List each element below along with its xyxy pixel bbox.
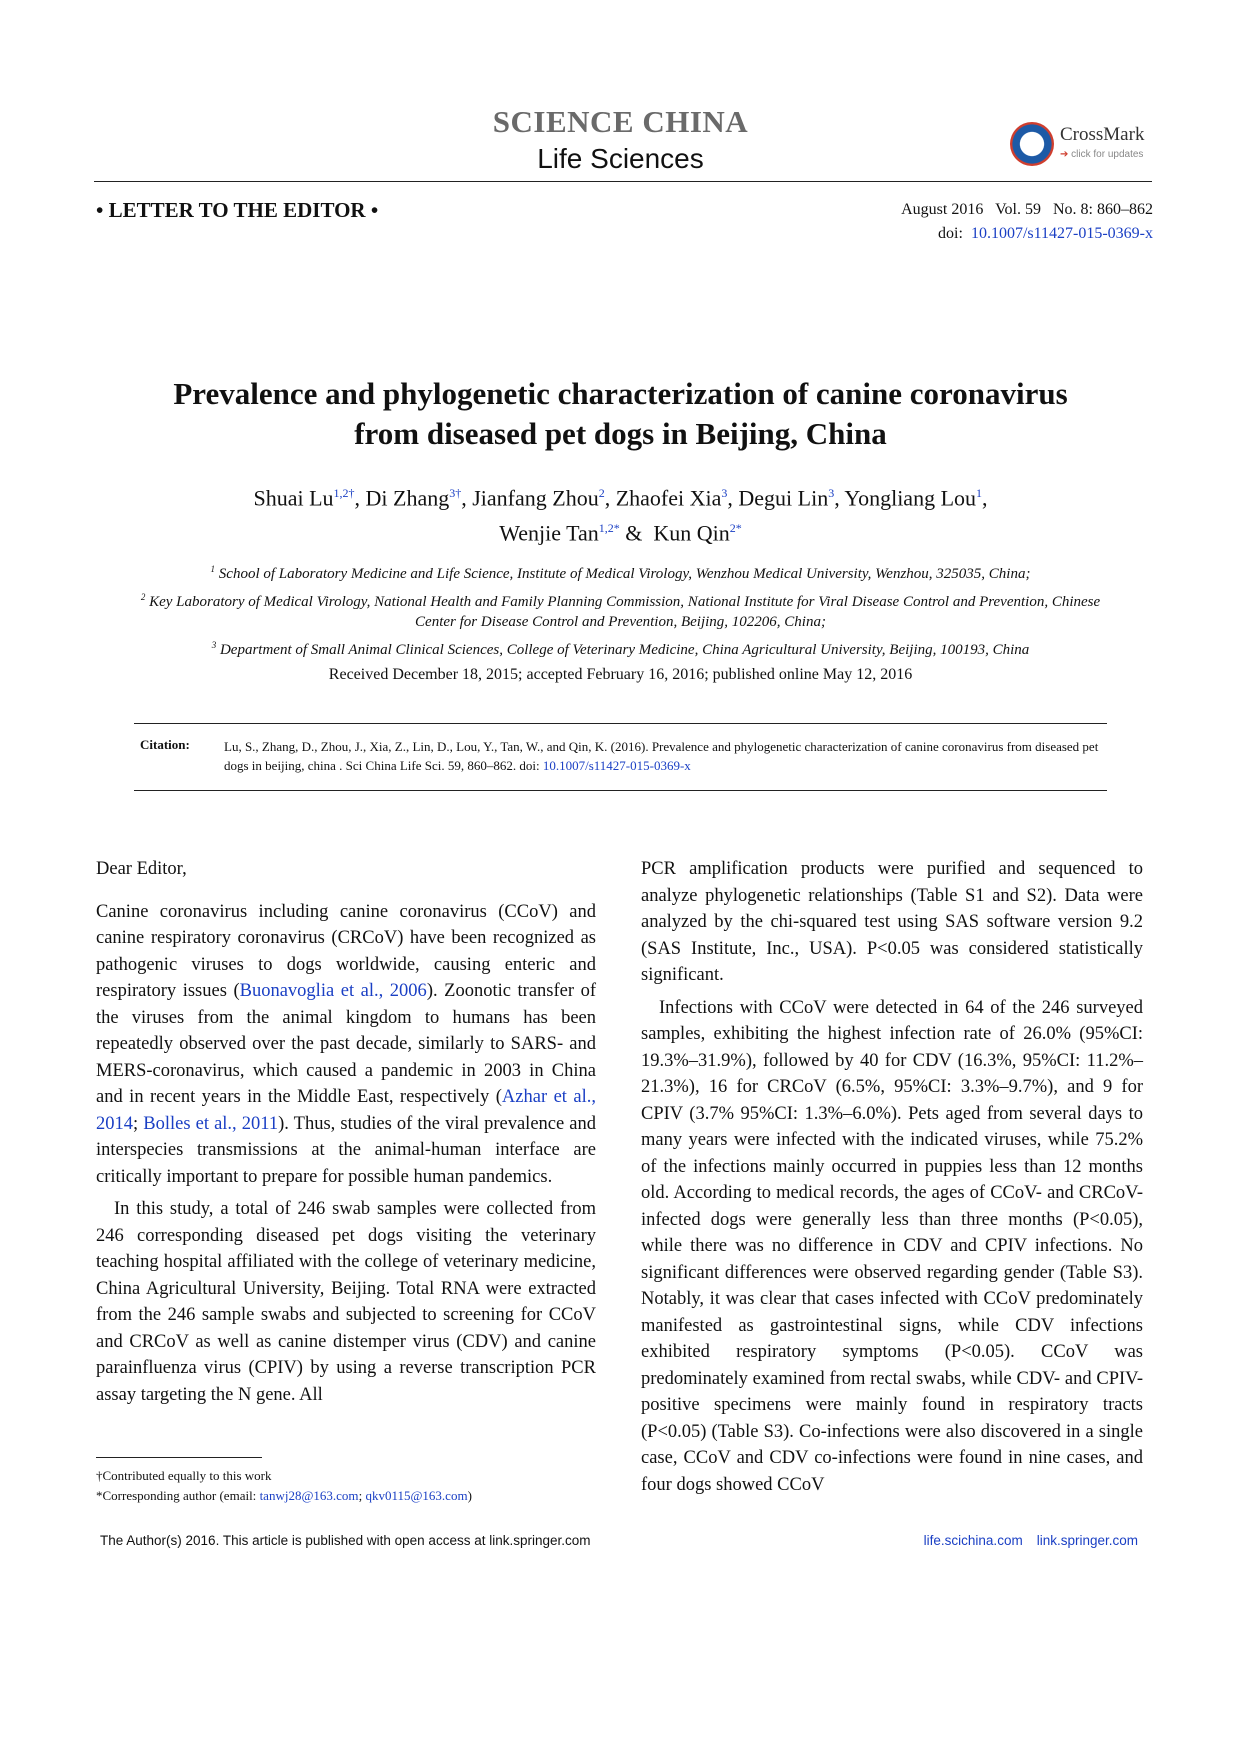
email-link[interactable]: tanwj28@163.com [259, 1488, 359, 1503]
author-separator: , [834, 485, 845, 511]
paragraph-text: Canine coronavirus including canine coronavirus (CCoV) and canine respiratory coronavirus (CRCoV) have been recognized as pathogenic viruses to dogs worldwide, causing enteric and respiratory issues ( [96, 901, 596, 1001]
author-affiliation-mark[interactable]: 2* [729, 521, 742, 536]
author-separator: , [982, 485, 988, 511]
paragraph-text: ). Thus, studies of the viral prevalence and interspecies transmissions at the animal-human interface are critically important to prepare for possible human pandemics. [96, 1113, 597, 1187]
body-paragraph: In this study, a total of 246 swab samples were collected from 246 corresponding diseased pet dogs visiting the veterinary teaching hospital affiliated with the college of veterinary medicine, China Agricultural University, Beijing. Total RNA were extracted from the 246 sample swabs and subjected to screening for CCoV and CRCoV as well as canine distemper virus (CDV) and canine parainfluenza virus (CPIV) by using a reverse transcription PCR assay targeting the N gene. All [96, 1199, 596, 1405]
footnote-text: *Corresponding author (email: [96, 1488, 260, 1503]
email-link[interactable]: qkv0115@163.com [365, 1488, 468, 1503]
footnote-divider [96, 1457, 262, 1458]
crossmark-subtitle-text: click for updates [1071, 149, 1144, 160]
citation-top-rule [134, 723, 1107, 724]
author-name: Zhaofei Xia [615, 485, 722, 511]
reference-link[interactable]: Buonavoglia et al., 2006 [239, 981, 427, 1001]
article-type: • LETTER TO THE EDITOR • [96, 198, 379, 222]
author-name: Yongliang Lou [844, 485, 977, 511]
affiliation-text: Department of Small Animal Clinical Sciences, College of Veterinary Medicine, China Agricultural University, Beijing, 100193, China [219, 642, 1030, 658]
footnote-corresponding-author [96, 1486, 596, 1506]
author-separator: & [619, 520, 648, 546]
doi-link[interactable]: 10.1007/s11427-015-0369-x [970, 225, 1153, 242]
author-name: Wenjie Tan [499, 520, 599, 546]
footnote-equal-contribution: †Contributed equally to this work [96, 1468, 272, 1483]
crossmark-subtitle [1060, 149, 1143, 160]
affiliation-item [130, 635, 1111, 660]
publication-dates: Received December 18, 2015; accepted February 16, 2016; published online May 12, 2016 [328, 666, 913, 683]
reference-separator: ; [133, 1113, 144, 1134]
footer-links [924, 1533, 1138, 1548]
footer-link-scichina[interactable]: life.scichina.com [923, 1533, 1023, 1548]
citation-body: Lu, S., Zhang, D., Zhou, J., Xia, Z., Lin, D., Lou, Y., Tan, W., and Qin, K. (2016). Prevalence and phylogenetic characterization of canine coronavirus from diseased pet dogs in beijing, china . Sci China Life Sci. 59, 860–862. doi: [224, 739, 1099, 773]
citation-text [224, 737, 1104, 775]
author-affiliation-mark[interactable]: 3† [449, 486, 462, 500]
author-name: Kun Qin [653, 520, 730, 546]
author-affiliation-mark[interactable]: 1,2† [333, 486, 355, 500]
author-affiliation-mark[interactable]: 1,2* [598, 521, 620, 536]
article-title [100, 374, 1141, 454]
footnotes [96, 1466, 596, 1506]
issue-line: August 2016 Vol. 59 No. 8: 860–862 [901, 201, 1153, 218]
doi-label: doi: [938, 225, 963, 242]
author-separator: , [727, 485, 739, 511]
author-affiliation-mark[interactable]: 3 [721, 486, 728, 500]
author-separator: , [461, 485, 473, 511]
affiliation-text: School of Laboratory Medicine and Life Science, Institute of Medical Virology, Wenzhou Medical University, Wenzhou, 325035, China; [218, 566, 1031, 582]
footer-link-springer[interactable]: link.springer.com [1036, 1533, 1138, 1548]
footnote-text: ) [467, 1488, 472, 1503]
issue-info [901, 198, 1153, 246]
body-column-left [96, 856, 596, 1414]
citation-doi-link[interactable]: 10.1007/s11427-015-0369-x [542, 758, 691, 773]
author-separator: , [354, 485, 366, 511]
arrow-left-icon: ➔ [1060, 149, 1069, 160]
affiliation-item [130, 559, 1111, 584]
author-affiliation-mark[interactable]: 3 [828, 486, 835, 500]
journal-subtitle: Life Sciences [537, 143, 704, 174]
body-paragraph: Infections with CCoV were detected in 64 of the 246 surveyed samples, exhibiting the highest infection rate of 26.0% (95%CI: 19.3%–31.9%), followed by 40 for CDV (16.3%, 95%CI: 11.2%–21.3%), 16 for CRCoV (6.5%, 95%CI: 3.3%–9.7%), and 9 for CPIV (3.7% 95%CI: 1.3%–6.0%). Pets aged from several days to many years were infected with the indicated viruses, while 75.2% of the infections mainly occurred in puppies less than 12 months old. According to medical records, the ages of CCoV- and CRCoV-infected dogs were generally less than three months (P<0.05), while there was no difference in CDV and CPIV infections. No significant differences were observed regarding gender (Table S3). Notably, it was clear that cases infected with CCoV predominately manifested as gastrointestinal signs, while CDV infections exhibited respiratory symptoms (P<0.05). CCoV was predominately examined from rectal swabs, while CDV- and CPIV-positive specimens were mainly found in respiratory tracts (P<0.05) (Table S3). Co-infections were also discovered in a single case, CCoV and CDV co-infections were found in nine cases, and four dogs showed CCoV [641, 997, 1143, 1495]
author-name: Di Zhang [365, 485, 450, 511]
journal-name: SCIENCE CHINA [492, 104, 749, 139]
author-name: Degui Lin [738, 485, 829, 511]
author-name: Shuai Lu [253, 485, 334, 511]
affiliation-text: Key Laboratory of Medical Virology, National Health and Family Planning Commission, National Institute for Viral Disease Control and Prevention, Chinese Center for Disease Control and Prevention, Beijing, 102206, China; [149, 594, 1101, 630]
affiliation-item [130, 587, 1111, 632]
affiliation-number: 1 [210, 564, 216, 574]
salutation: Dear Editor, [96, 859, 187, 879]
author-affiliation-mark[interactable]: 1 [976, 486, 983, 500]
citation-bottom-rule [134, 790, 1107, 791]
affiliation-number: 2 [140, 592, 146, 602]
reference-link[interactable]: Azhar et al., 2014 [96, 1087, 596, 1134]
doi-line [901, 222, 1153, 246]
author-list [100, 478, 1141, 549]
crossmark-badge[interactable] [1010, 122, 1155, 170]
author-affiliation-mark[interactable]: 2 [598, 486, 605, 500]
body-paragraph [96, 899, 596, 1191]
citation-label: Citation: [140, 737, 190, 752]
author-separator: , [604, 485, 616, 511]
email-separator: ; [358, 1488, 366, 1503]
header-divider [94, 181, 1152, 182]
crossmark-icon [1010, 122, 1054, 166]
affiliation-list [130, 559, 1111, 663]
crossmark-title: CrossMark [1060, 124, 1145, 145]
footer-license: The Author(s) 2016. This article is published with open access at link.springer.com [100, 1533, 591, 1548]
paragraph-text: ). Zoonotic transfer of the viruses from the animal kingdom to humans has been repeatedly observed over the past decade, similarly to SARS- and MERS-coronavirus, which caused a pandemic in 2003 in China and in recent years in the Middle East, respectively ( [96, 981, 596, 1107]
reference-link[interactable]: Bolles et al., 2011 [143, 1113, 279, 1134]
title-line-1: Prevalence and phylogenetic characterization of canine coronavirus [173, 376, 1068, 411]
affiliation-number: 3 [211, 640, 217, 650]
body-paragraph: PCR amplification products were purified and sequenced to analyze phylogenetic relationships (Table S1 and S2). Data were analyzed by the chi-squared test using SAS software version 9.2 (SAS Institute, Inc., USA). P<0.05 was considered statistically significant. [641, 859, 1143, 985]
title-line-2: from diseased pet dogs in Beijing, China [354, 416, 887, 451]
body-column-right [641, 856, 1143, 1504]
author-name: Jianfang Zhou [472, 485, 599, 511]
